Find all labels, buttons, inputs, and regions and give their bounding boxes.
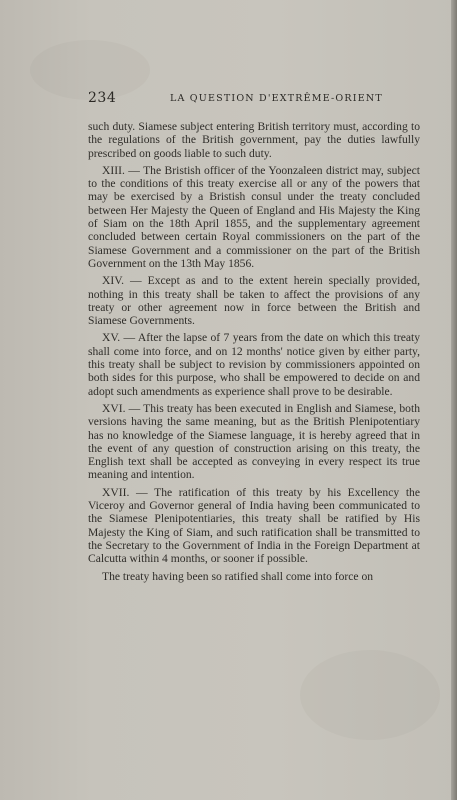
running-title: LA QUESTION D'EXTRÊME-ORIENT [170, 93, 383, 104]
paper-stain [300, 650, 440, 740]
page-number: 234 [88, 90, 117, 106]
paragraph-ratification: The treaty having been so ratified shall come into force on [102, 569, 374, 583]
page-header [88, 90, 420, 106]
paragraph-article-xv: XV. — After the lapse of 7 years from the date on which this treaty shall come into force, and on 12 months' notice given by either party, this treaty shall be subject to revision by commissioners appointed on both sides for this purpose, who shall be empowered to decide on and adopt such amendments as experience shall prove to be desirable. [88, 331, 420, 398]
paragraph-article-xvii: XVII. — The ratification of this treaty by his Excellency the Viceroy and Governor general of India having been communicated to the Siamese Plenipotentiaries, this treaty shall be ratified by His Majesty the King of Siam, and such ratification shall be transmitted to the Secretary to the Government of India in the Foreign Department at Calcutta within 4 months, or sooner if possible. [88, 485, 420, 566]
body-text [88, 120, 420, 587]
paragraph-article-xvi: XVI. — This treaty has been executed in English and Siamese, both versions having the same meaning, but as the British Plenipotentiary has no knowledge of the Siamese language, it is hereby agreed that in the event of any question of construction arising on this treaty, the English text shall be accepted as conveying in every respect its true meaning and intention. [88, 401, 420, 482]
paragraph-continuation: such duty. Siamese subject entering British territory must, according to the regulations of the British government, pay the duties lawfully prescribed on goods liable to such duty. [88, 120, 420, 160]
paragraph-article-xiv: XIV. — Except as and to the extent herein specially provided, nothing in this treaty shall be taken to affect the provisions of any treaty or other agreement now in force between the British and Siamese Governments. [88, 274, 420, 328]
page-edge-shadow [451, 0, 457, 800]
paragraph-article-xiii: XIII. — The Bristish officer of the Yoonzaleen district may, subject to the conditions of this treaty exercise all or any of the powers that may be exercised by a Bristish consul under the treaty concluded between Her Majesty the Queen of England and His Majesty the King of Siam on the 18th April 1855, and the supplementary agreement concluded between certain Royal commissioners on the part of the Siamese Government and a commissioner on the part of the British Government on the 13th May 1856. [88, 163, 420, 270]
